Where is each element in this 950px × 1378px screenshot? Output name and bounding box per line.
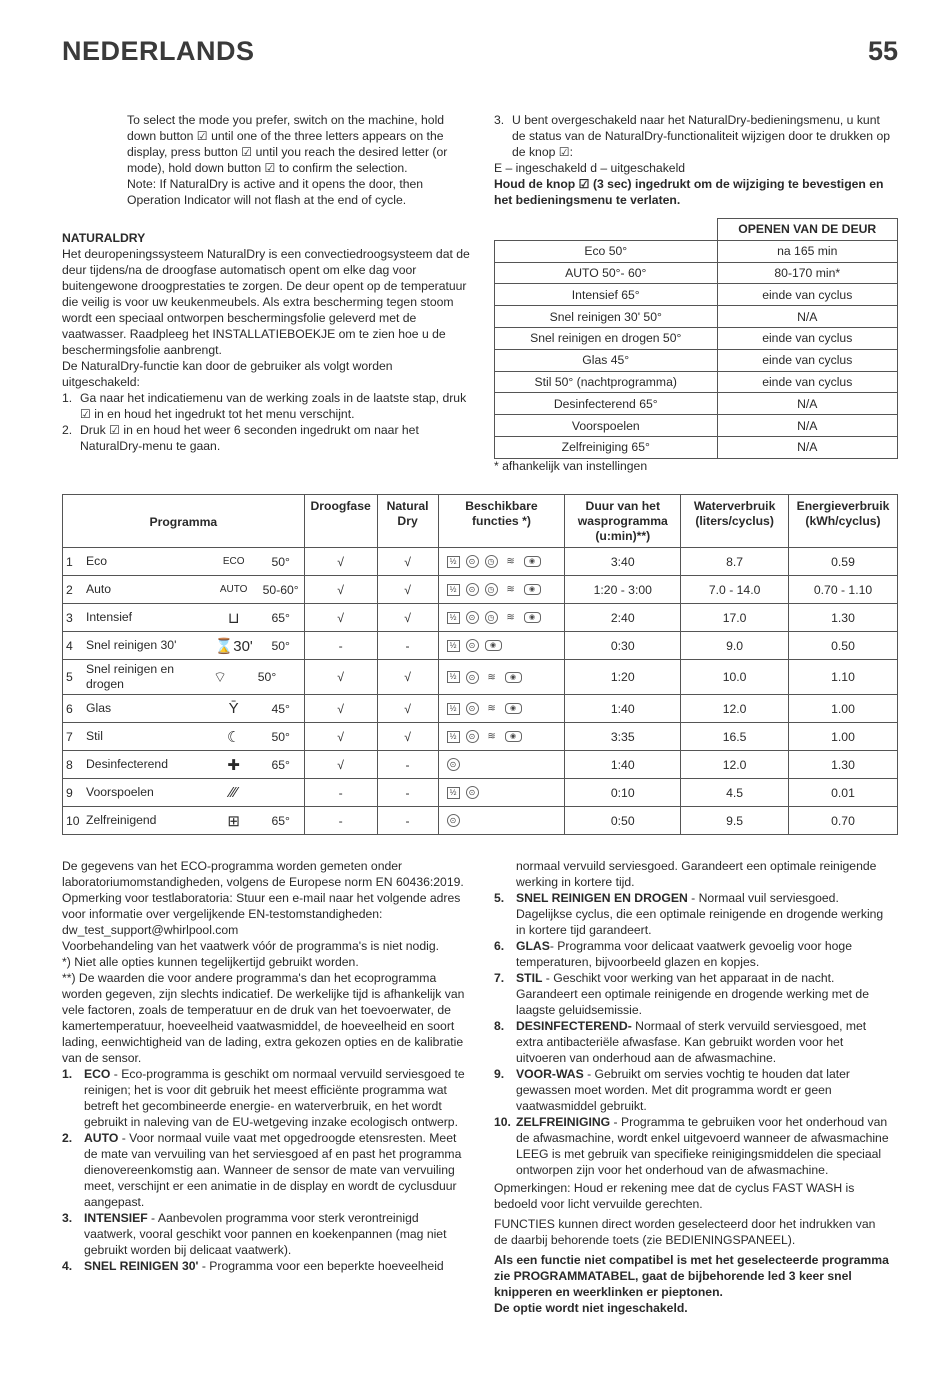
droogfase-cell: - <box>304 632 377 660</box>
half-load-icon: ½ <box>447 556 460 568</box>
functions-cell <box>438 576 565 604</box>
door-opening-table <box>494 218 898 459</box>
half-load-icon: ½ <box>447 787 460 799</box>
sanitize-icon: ◉ <box>524 556 541 567</box>
program-number: 10 <box>66 813 80 828</box>
water-cell: 12.0 <box>681 751 789 779</box>
functions-icons <box>439 807 565 834</box>
duration-cell: 3:40 <box>565 548 681 576</box>
sanitize-icon: ◉ <box>485 640 502 651</box>
table-row <box>63 604 898 632</box>
duration-cell: 1:40 <box>565 695 681 723</box>
header-water: Waterverbruik (liters/cyclus) <box>681 495 789 548</box>
functions-icons <box>439 723 565 750</box>
program-descriptions-2 <box>494 890 892 1178</box>
duration-cell: 3:35 <box>565 723 681 751</box>
tablet-icon: ⊙ <box>447 758 460 771</box>
duration-cell: 1:20 <box>565 660 681 695</box>
energy-cell: 0.01 <box>789 779 898 807</box>
extra-dry-icon: ≋ <box>487 731 496 742</box>
item-text: - Eco-programma is geschikt om normaal vervuild serviesgoed te reinigen; het is voor dit gebruik het meest efficiënte programma wat betreft het gecombineerde energie- en waterverbruik, en het wordt gebruikt in naleving van de EU-wetgeving inzake ecologisch ontwerp. <box>84 1067 465 1129</box>
rinse-icon: ⁄⁄⁄ <box>229 784 238 801</box>
duration-cell: 1:20 - 3:00 <box>565 576 681 604</box>
program-name: Voorspoelen <box>86 785 154 799</box>
energy-cell: 0.70 - 1.10 <box>789 576 898 604</box>
header-functies: Beschikbare functies *) <box>438 495 565 548</box>
item-text: - Voor normaal vuile vaat met opgedroogde etensresten. Meet de mate van vervuiling van het serviesgoed af en past het programma dienovereenkomstig aan. Wanneer de sensor de mate van vervuiling meet, verschijnt er een animatie in de display en wordt de cyclusduur aangepast. <box>84 1131 462 1209</box>
item-text: - Programma voor een beperkte hoeveelheid <box>198 1259 444 1273</box>
item-number: 6. <box>494 939 505 953</box>
program-number: 3 <box>66 610 73 625</box>
page-title: NEDERLANDS <box>62 36 255 66</box>
page-number: 55 <box>867 36 898 66</box>
extra-dry-icon: ≋ <box>506 556 515 567</box>
item-text: - Geschikt voor werking van het apparaat in de nacht. Garandeert een optimale reinigende en drogende werking met de laagste geluidsemissie. <box>516 971 869 1017</box>
door-rows <box>495 240 898 458</box>
pot-icon: ⊔ <box>227 609 240 627</box>
natural-dry-cell: - <box>377 779 438 807</box>
sanitize-icon: ◉ <box>505 703 522 714</box>
list-item <box>494 938 892 970</box>
item-number: 10. <box>494 1115 511 1129</box>
naturaldry-para2: De NaturalDry-functie kan door de gebruiker als volgt worden uitgeschakeld: <box>62 359 393 389</box>
functions-icons <box>439 751 565 778</box>
program-name: Glas <box>86 701 112 715</box>
step-number: 3. <box>494 113 505 127</box>
item-number: 8. <box>494 1019 505 1033</box>
header-duur: Duur van het wasprogramma (u:min)**) <box>565 495 681 548</box>
naturaldry-section <box>62 230 472 454</box>
energy-cell: 1.10 <box>789 660 898 695</box>
door-program-cell: Eco 50° <box>495 240 718 262</box>
step3-list <box>494 112 894 160</box>
natural-dry-cell: - <box>377 807 438 835</box>
program-temp: 50° <box>271 554 290 569</box>
program-temp: 65° <box>271 757 290 772</box>
extra-dry-icon: ≋ <box>506 584 515 595</box>
water-cell: 10.0 <box>681 660 789 695</box>
droogfase-cell: √ <box>304 723 377 751</box>
program-cell <box>63 548 305 576</box>
program-temp: 50° <box>257 670 277 684</box>
delay-icon: ◷ <box>485 611 498 624</box>
naturaldry-title: NATURALDRY <box>62 231 146 245</box>
header-natural-dry: Natural Dry <box>377 495 438 548</box>
table-row <box>495 327 898 349</box>
duration-cell: 1:40 <box>565 751 681 779</box>
duration-cell: 0:30 <box>565 632 681 660</box>
naturaldry-para1: Het deuropeningssysteem NaturalDry is een convectiedroogsysteem dat de deur tijdens/na de droogfase automatisch opent om elke dag voor buitengewone droogprestaties te zorgen. De deur opent op de temperatuur die veilig is voor uw keukenmeubels. Als extra bescherming tegen stoom wordt een speciaal ontworpen beschermingsfolie geleverd met de vaatwasser. Raadpleeg het INSTALLATIEBOEKJE om te zien hoe u de beschermingsfolie aanbrengt. <box>62 247 470 357</box>
functions-cell <box>438 807 565 835</box>
program-number: 8 <box>66 757 73 772</box>
tablet-icon: ⊙ <box>466 671 479 684</box>
door-value-cell: N/A <box>717 436 898 458</box>
table-row <box>495 393 898 415</box>
english-paragraph: To select the mode you prefer, switch on the machine, hold down button ☑ until one of the three letters appears on the display, press button ☑ until you reach the desired letter (or mode), hold down button ☑ to confirm the selection. <box>127 113 448 175</box>
item-text: - Gebruikt om servies vochtig te houden dat later gewassen moet worden. Met dit programma wordt er geen vaatwasmiddel gebruikt. <box>516 1067 850 1113</box>
cross-icon: ✚ <box>227 756 240 774</box>
list-item <box>494 112 894 160</box>
remark-text: Opmerkingen: Houd er rekening mee dat de cyclus FAST WASH is bedoeld voor licht vervuilde gerechten. <box>494 1181 855 1211</box>
program-temp: 65° <box>271 610 290 625</box>
program-cell <box>63 604 305 632</box>
pretreatment-note: Voorbehandeling van het vaatwerk vóór de programma's is niet nodig. <box>62 939 439 953</box>
program-cell <box>63 723 305 751</box>
functions-icons <box>439 548 565 575</box>
door-value-cell: einde van cyclus <box>717 371 898 393</box>
item-number: 3. <box>62 1211 73 1225</box>
extra-dry-icon: ≋ <box>487 703 496 714</box>
functions-cell <box>438 779 565 807</box>
door-program-cell: Voorspoelen <box>495 415 718 437</box>
half-load-icon: ½ <box>447 584 460 596</box>
droogfase-cell: √ <box>304 576 377 604</box>
table-row <box>495 262 898 284</box>
program-number: 2 <box>66 582 73 597</box>
item-text: - Programma te gebruiken voor het onderhoud van de afwasmachine, wordt enkel uitgevoerd wanneer de afwasmachine LEEG is met gebruik van specifieke reinigingsmiddelen die speciaal ontworpen zijn voor het onderhoud van de afwasmachine. <box>516 1115 889 1177</box>
half-load-icon: ½ <box>447 612 460 624</box>
water-cell: 17.0 <box>681 604 789 632</box>
program-temp: 65° <box>271 813 290 828</box>
selfclean-icon: ⊞ <box>227 812 240 830</box>
door-program-cell: Desinfecterend 65° <box>495 393 718 415</box>
droogfase-cell: - <box>304 807 377 835</box>
tablet-icon: ⊙ <box>466 786 479 799</box>
program-name: Auto <box>86 582 112 596</box>
program-cell <box>63 751 305 779</box>
tablet-icon: ⊙ <box>466 555 479 568</box>
program-cell <box>63 779 305 807</box>
door-program-cell: Zelfreiniging 65° <box>495 436 718 458</box>
energy-cell: 1.30 <box>789 604 898 632</box>
duration-cell: 0:50 <box>565 807 681 835</box>
door-value-cell: einde van cyclus <box>717 327 898 349</box>
program-name: Stil <box>86 729 103 743</box>
list-item <box>494 1114 892 1178</box>
tablet-icon: ⊙ <box>466 702 479 715</box>
naturaldry-steps <box>62 390 472 454</box>
list-item <box>62 390 472 422</box>
program-descriptions-1 <box>62 1066 466 1274</box>
program-temp: 45° <box>271 701 290 716</box>
item-number: 7. <box>494 971 505 985</box>
delay-icon: ◷ <box>485 555 498 568</box>
droogfase-cell: √ <box>304 751 377 779</box>
water-cell: 9.0 <box>681 632 789 660</box>
door-value-cell: N/A <box>717 306 898 328</box>
tablet-icon: ⊙ <box>466 583 479 596</box>
program-name: Zelfreinigend <box>86 813 157 827</box>
functions-cell <box>438 723 565 751</box>
step-text: Druk ☑ in en houd het weer 6 seconden ingedrukt om naar het NaturalDry-menu te gaan. <box>80 423 419 453</box>
tablet-icon: ⊙ <box>466 611 479 624</box>
warning-text-2: De optie wordt niet ingeschakeld. <box>494 1301 688 1315</box>
list-item <box>494 890 892 938</box>
duration-cell: 2:40 <box>565 604 681 632</box>
door-value-cell: 80-170 min* <box>717 262 898 284</box>
warning-text: Als een functie niet compatibel is met het geselecteerde programma zie PROGRAMMATABEL, gaat de bijbehorende led 3 keer snel knipperen en weerklinken er pieptonen. <box>494 1253 889 1299</box>
list-item <box>62 1258 466 1274</box>
program-name: Desinfecterend <box>86 757 168 771</box>
door-value-cell: einde van cyclus <box>717 349 898 371</box>
options-footnote: *) Niet alle opties kunnen tegelijkertijd gebruikt worden. <box>62 955 359 969</box>
header-droogfase: Droogfase <box>304 495 377 548</box>
item-number: 5. <box>494 891 505 905</box>
table-row <box>63 723 898 751</box>
item-text: - Aanbevolen programma voor sterk verontreinigd vaatwerk, vooral geschikt voor pannen en koekenpannen (mag niet gebruikt worden bij delicaat vaatwerk). <box>84 1211 447 1257</box>
values-footnote: **) De waarden die voor andere programma's dan het ecoprogramma worden gegeven, zijn slechts indicatief. De werkelijke tijd is afhankelijk van vele factoren, zoals de temperatuur en de druk van het toevoerwater, de kamertemperatuur, hoeveelheid vaatwasmiddel, de hoeveelheid en soort lading, eenwichtigheid van de lading, extra gekozen opties en de kalibratie van de sensor. <box>62 971 465 1065</box>
confirm-text: Houd de knop ☑ (3 sec) ingedrukt om de wijziging te bevestigen en het bedieningsmenu te verlaten. <box>494 177 884 207</box>
functions-cell <box>438 751 565 779</box>
step-number: 2. <box>62 423 73 437</box>
program-code-label: AUTO <box>219 584 248 595</box>
list-item <box>62 1210 466 1258</box>
natural-dry-cell: √ <box>377 548 438 576</box>
functions-icons <box>439 576 565 603</box>
fast-dry-icon: ⌔ <box>212 668 228 686</box>
functions-cell <box>438 548 565 576</box>
step-text: U bent overgeschakeld naar het NaturalDry-bedieningsmenu, u kunt de status van de NaturalDry-functionaliteit wijzigen door te drukken op de knop ☑: <box>512 113 891 159</box>
door-value-cell: N/A <box>717 393 898 415</box>
item-number: 4. <box>62 1259 73 1273</box>
table-row <box>63 660 898 695</box>
half-load-icon: ½ <box>447 731 460 743</box>
table-row <box>495 415 898 437</box>
table-row <box>495 436 898 458</box>
water-cell: 4.5 <box>681 779 789 807</box>
item-title: INTENSIEF <box>84 1211 148 1225</box>
table-row <box>63 807 898 835</box>
item-title: GLAS <box>516 939 550 953</box>
item-title: ZELFREINIGING <box>516 1115 611 1129</box>
sanitize-icon: ◉ <box>505 731 522 742</box>
item-number: 9. <box>494 1067 505 1081</box>
functions-icons <box>439 604 565 631</box>
table-header-row <box>63 495 898 548</box>
door-program-cell: AUTO 50°- 60° <box>495 262 718 284</box>
door-value-cell: einde van cyclus <box>717 284 898 306</box>
door-program-cell: Snel reinigen 30' 50° <box>495 306 718 328</box>
item-title: AUTO <box>84 1131 119 1145</box>
program-cell <box>63 576 305 604</box>
table-row <box>63 779 898 807</box>
table-row <box>63 632 898 660</box>
program-cell <box>63 695 305 723</box>
functies-text: FUNCTIES kunnen direct worden geselecteerd door het indrukken van de daarbij behorende toets (zie BEDIENINGSPANEEL). <box>494 1217 876 1247</box>
half-load-icon: ½ <box>447 703 460 715</box>
door-value-cell: na 165 min <box>717 240 898 262</box>
functions-cell <box>438 695 565 723</box>
delay-icon: ◷ <box>485 583 498 596</box>
extra-dry-icon: ≋ <box>487 671 496 683</box>
functions-cell <box>438 632 565 660</box>
natural-dry-cell: √ <box>377 604 438 632</box>
natural-dry-cell: √ <box>377 660 438 695</box>
table-header-row <box>495 219 898 241</box>
program-number: 7 <box>66 729 73 744</box>
test-lab-note: Opmerking voor testlaboratoria: Stuur een e-mail naar het volgende adres voor informatie over vergelijkende EN-testomstandigheden: dw_test_support@whirlpool.com <box>62 891 461 937</box>
energy-cell: 0.50 <box>789 632 898 660</box>
door-program-cell: Glas 45° <box>495 349 718 371</box>
program-cell <box>63 632 305 660</box>
item-title: VOOR-WAS <box>516 1067 584 1081</box>
energy-cell: 0.70 <box>789 807 898 835</box>
table-row <box>63 576 898 604</box>
sanitize-icon: ◉ <box>505 672 522 683</box>
program-table <box>62 494 898 835</box>
bottom-right-text <box>494 858 892 1316</box>
droogfase-cell: √ <box>304 695 377 723</box>
item-title: DESINFECTEREND- <box>516 1019 632 1033</box>
program-number: 9 <box>66 785 73 800</box>
program-temp: 50° <box>271 638 290 653</box>
droogfase-cell: √ <box>304 604 377 632</box>
functions-icons <box>439 695 565 722</box>
door-program-cell: Stil 50° (nachtprogramma) <box>495 371 718 393</box>
water-cell: 16.5 <box>681 723 789 751</box>
water-cell: 7.0 - 14.0 <box>681 576 789 604</box>
functions-icons <box>439 779 565 806</box>
extra-dry-icon: ≋ <box>506 612 515 623</box>
eco-measure-note: De gegevens van het ECO-programma worden gemeten onder laboratoriumomstandigheden, volgens de Europese norm EN 60436:2019. <box>62 859 464 889</box>
half-load-icon: ½ <box>447 640 460 652</box>
list-item <box>62 1130 466 1210</box>
table-row <box>495 284 898 306</box>
glass-icon: Ȳ <box>228 700 239 717</box>
program-rows <box>63 548 898 835</box>
natural-dry-cell: √ <box>377 576 438 604</box>
functions-cell <box>438 660 565 695</box>
door-program-cell: Snel reinigen en drogen 50° <box>495 327 718 349</box>
door-footnote: * afhankelijk van instellingen <box>494 459 648 473</box>
natural-dry-cell: - <box>377 751 438 779</box>
program-code-label: ECO <box>222 556 245 567</box>
status-line: E – ingeschakeld d – uitgeschakeld <box>494 161 686 175</box>
natural-dry-cell: √ <box>377 723 438 751</box>
header-programma: Programma <box>63 495 305 548</box>
tablet-icon: ⊙ <box>447 814 460 827</box>
duration-cell: 0:10 <box>565 779 681 807</box>
program-number: 6 <box>66 701 73 716</box>
item-title: STIL <box>516 971 543 985</box>
program-name: Intensief <box>86 610 133 624</box>
item-number: 2. <box>62 1131 73 1145</box>
table-row <box>63 751 898 779</box>
program-cell <box>63 660 305 695</box>
step-number: 1. <box>62 391 73 405</box>
functions-cell <box>438 604 565 632</box>
energy-cell: 1.30 <box>789 751 898 779</box>
item-text: - Programma voor delicaat vaatwerk gevoelig voor hoge temperaturen, bijvoorbeeld glazen en kopjes. <box>516 939 852 969</box>
tablet-icon: ⊙ <box>466 730 479 743</box>
program-name: Snel reinigen en drogen <box>86 662 175 691</box>
energy-cell: 1.00 <box>789 723 898 751</box>
program-number: 1 <box>66 554 73 569</box>
half-load-icon: ½ <box>447 671 460 683</box>
program-number: 4 <box>66 638 73 653</box>
program-temp: 50° <box>271 729 290 744</box>
droogfase-cell: √ <box>304 660 377 695</box>
sanitize-icon: ◉ <box>524 612 541 623</box>
functions-icons <box>439 660 565 694</box>
list-item <box>62 1066 466 1130</box>
moon-icon: ☾ <box>226 728 241 746</box>
blank-cell <box>495 219 718 241</box>
functions-icons <box>439 632 565 659</box>
list-item <box>494 1066 892 1114</box>
table-row <box>63 548 898 576</box>
english-instructions <box>127 112 457 208</box>
droogfase-cell: √ <box>304 548 377 576</box>
door-value-cell: N/A <box>717 415 898 437</box>
fast30-icon: ⌛30' <box>214 637 253 655</box>
door-header: OPENEN VAN DE DEUR <box>717 219 898 241</box>
water-cell: 9.5 <box>681 807 789 835</box>
program-temp: 50-60° <box>262 582 299 597</box>
door-program-cell: Intensief 65° <box>495 284 718 306</box>
program-name: Eco <box>86 554 108 568</box>
energy-cell: 1.00 <box>789 695 898 723</box>
item-text: Normaal of sterk vervuild serviesgoed, met extra antibacteriële afwasfase. Kan gebruikt worden voor het uitvoeren van onderhoud aan de afwasmachine. <box>516 1019 867 1065</box>
item4-continuation: normaal vervuild serviesgoed. Garandeert een optimale reinigende werking in kortere tijd. <box>516 859 877 889</box>
list-item <box>494 1018 892 1066</box>
item-title: SNEL REINIGEN EN DROGEN <box>516 891 688 905</box>
table-row <box>495 306 898 328</box>
table-row <box>495 349 898 371</box>
step-text: Ga naar het indicatiemenu van de werking zoals in de laatste stap, druk ☑ in en houd het ingedrukt tot het menu verschijnt. <box>80 391 467 421</box>
table-row <box>495 371 898 393</box>
item-title: SNEL REINIGEN 30' <box>84 1259 199 1273</box>
list-item <box>62 422 472 454</box>
water-cell: 8.7 <box>681 548 789 576</box>
tablet-icon: ⊙ <box>466 639 479 652</box>
program-cell <box>63 807 305 835</box>
natural-dry-cell: - <box>377 632 438 660</box>
energy-cell: 0.59 <box>789 548 898 576</box>
item-text: - Normaal vuil serviesgoed. Dagelijkse cyclus, die een optimale reinigende en drogende werking in kortere tijd garandeert. <box>516 891 884 937</box>
table-row <box>495 240 898 262</box>
sanitize-icon: ◉ <box>524 584 541 595</box>
table-row <box>63 695 898 723</box>
header-energie: Energieverbruik (kWh/cyclus) <box>789 495 898 548</box>
item-title: ECO <box>84 1067 111 1081</box>
water-cell: 12.0 <box>681 695 789 723</box>
bottom-left-text <box>62 858 466 1274</box>
english-note: Note: If NaturalDry is active and it opens the door, then Operation Indicator will not flash at the end of cycle. <box>127 177 424 207</box>
natural-dry-cell: √ <box>377 695 438 723</box>
list-item <box>494 970 892 1018</box>
naturaldry-menu-section <box>494 112 894 208</box>
item-number: 1. <box>62 1067 73 1081</box>
droogfase-cell: - <box>304 779 377 807</box>
program-name: Snel reinigen 30' <box>86 638 177 652</box>
program-number: 5 <box>66 670 73 684</box>
